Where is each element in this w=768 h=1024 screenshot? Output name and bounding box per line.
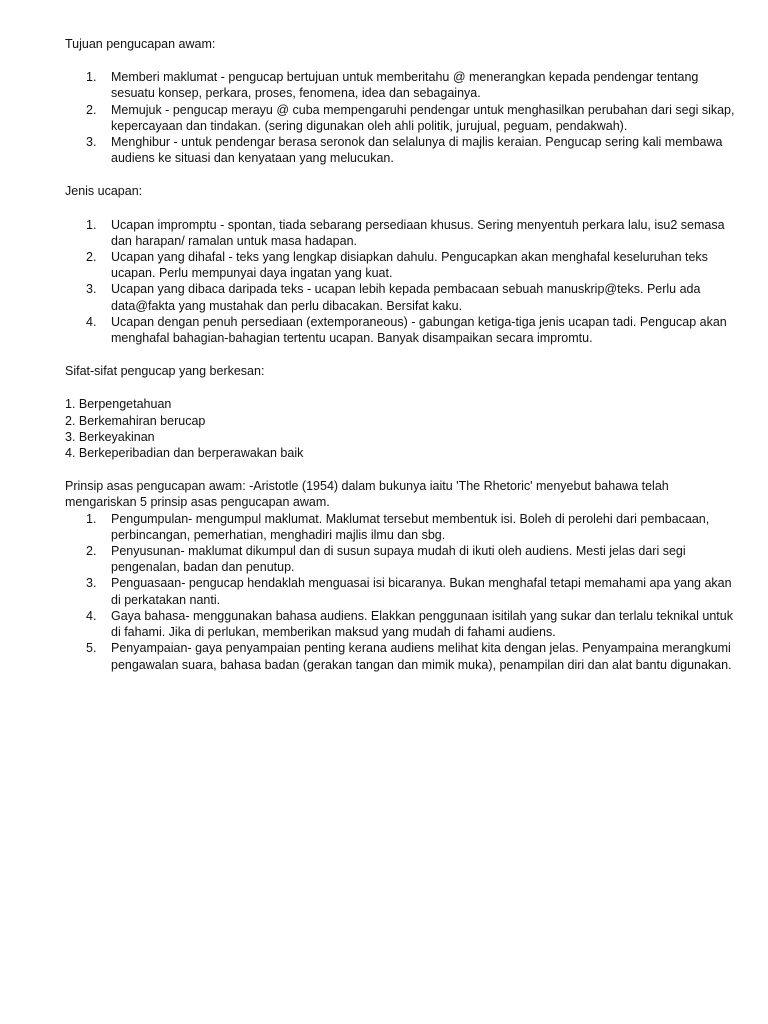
section-intro-prinsip: Prinsip asas pengucapan awam: -Aristotle (1954) dalam bukunya iaitu 'The Rhetoric' menyebut bahawa telah mengariskan 5 prinsip asas pengucapan awam.	[65, 479, 669, 510]
section-heading-sifat: Sifat-sifat pengucap yang berkesan:	[65, 364, 265, 379]
document-page	[65, 36, 735, 673]
list-item-text: Penyampaian- gaya penyampaian penting kerana audiens melihat kita dengan jelas. Penyampaina merangkumi pengawalan suara, bahasa badan (gerakan tangan dan mimik muka), penampilan diri dan alat bantu digunakan.	[111, 641, 732, 672]
list-item-text: Gaya bahasa- menggunakan bahasa audiens. Elakkan penggunaan isitilah yang sukar dan terlalu teknikal untuk di fahami. Jika di perlukan, memberikan maksud yang mudah di fahami audiens.	[111, 608, 733, 640]
list-item-text: Memujuk - pengucap merayu @ cuba mempengaruhi pendengar untuk menghasilkan perubahan dari segi sikap, kepercayaan dan tindakan. (sering digunakan oleh ahli politik, jurujual, peguam, pendakwah).	[111, 102, 735, 133]
list-jenis	[65, 217, 735, 347]
list-item	[65, 575, 735, 607]
list-number: 4.	[86, 608, 97, 623]
list-item-text: Memberi maklumat - pengucap bertujuan untuk memberitahu @ menerangkan kepada pendengar tentang sesuatu konsep, perkara, proses, fenomena, idea dan sebagainya.	[111, 70, 699, 101]
list-item-text: Pengumpulan- mengumpul maklumat. Maklumat tersebut membentuk isi. Boleh di perolehi dari pembacaan, perbincangan, pemerhatian, menghadiri majlis ilmu dan sbg.	[111, 511, 710, 542]
list-item	[65, 217, 735, 249]
list-number: 2.	[86, 544, 97, 559]
list-sifat	[65, 396, 735, 461]
list-number: 2.	[86, 102, 97, 117]
list-item	[65, 511, 735, 543]
list-item	[65, 281, 735, 313]
list-item	[65, 249, 735, 281]
list-number: 5.	[86, 641, 97, 656]
list-item-text: Ucapan impromptu - spontan, tiada sebarang persediaan khusus. Sering menyentuh perkara lalu, isu2 semasa dan harapan/ ramalan untuk masa hadapan.	[111, 217, 725, 248]
list-number: 1.	[86, 511, 97, 526]
list-tujuan	[65, 69, 735, 166]
list-item-text: Menghibur - untuk pendengar berasa seronok dan selalunya di majlis keraian. Pengucap sering kali membawa audiens ke situasi dan kenyataan yang melucukan.	[111, 135, 723, 166]
list-number: 2.	[86, 250, 97, 265]
list-prinsip	[65, 511, 735, 673]
list-item	[65, 543, 735, 575]
list-item-text: Ucapan yang dihafal - teks yang lengkap disiapkan dahulu. Pengucapkan akan menghafal keseluruhan teks ucapan. Perlu mempunyai daya ingatan yang kuat.	[111, 250, 708, 281]
list-item	[65, 608, 735, 640]
list-number: 3.	[86, 135, 97, 150]
list-item-text: Penyusunan- maklumat dikumpul dan di susun supaya mudah di ikuti oleh audiens. Mesti jelas dari segi pengenalan, badan dan penutup.	[111, 544, 686, 575]
list-item: 3. Berkeyakinan	[65, 429, 155, 444]
section-heading-jenis: Jenis ucapan:	[65, 184, 143, 199]
list-item	[65, 69, 735, 101]
section-heading-tujuan: Tujuan pengucapan awam:	[65, 37, 216, 51]
list-item	[65, 640, 735, 672]
list-item	[65, 102, 735, 134]
list-number: 1.	[86, 70, 97, 85]
list-item: 1. Berpengetahuan	[65, 397, 172, 412]
list-item: 2. Berkemahiran berucap	[65, 413, 206, 428]
list-item-text: Ucapan dengan penuh persediaan (extemporaneous) - gabungan ketiga-tiga jenis ucapan tadi. Pengucap akan menghafal bahagian-bahagian tertentu ucapan. Banyak disampaikan secara impromtu.	[111, 314, 727, 346]
list-item-text: Ucapan yang dibaca daripada teks - ucapan lebih kepada pembacaan sebuah manuskrip@teks. Perlu ada data@fakta yang mustahak dan perlu dibacakan. Bersifat kaku.	[111, 282, 701, 313]
list-item: 4. Berkeperibadian dan berperawakan baik	[65, 446, 304, 461]
list-item	[65, 134, 735, 166]
list-item-text: Penguasaan- pengucap hendaklah menguasai isi bicaranya. Bukan menghafal tetapi memahami apa yang akan di perkatakan nanti.	[111, 576, 732, 607]
list-number: 4.	[86, 314, 97, 329]
list-number: 1.	[86, 217, 97, 232]
list-number: 3.	[86, 576, 97, 591]
list-item	[65, 314, 735, 346]
list-number: 3.	[86, 282, 97, 297]
